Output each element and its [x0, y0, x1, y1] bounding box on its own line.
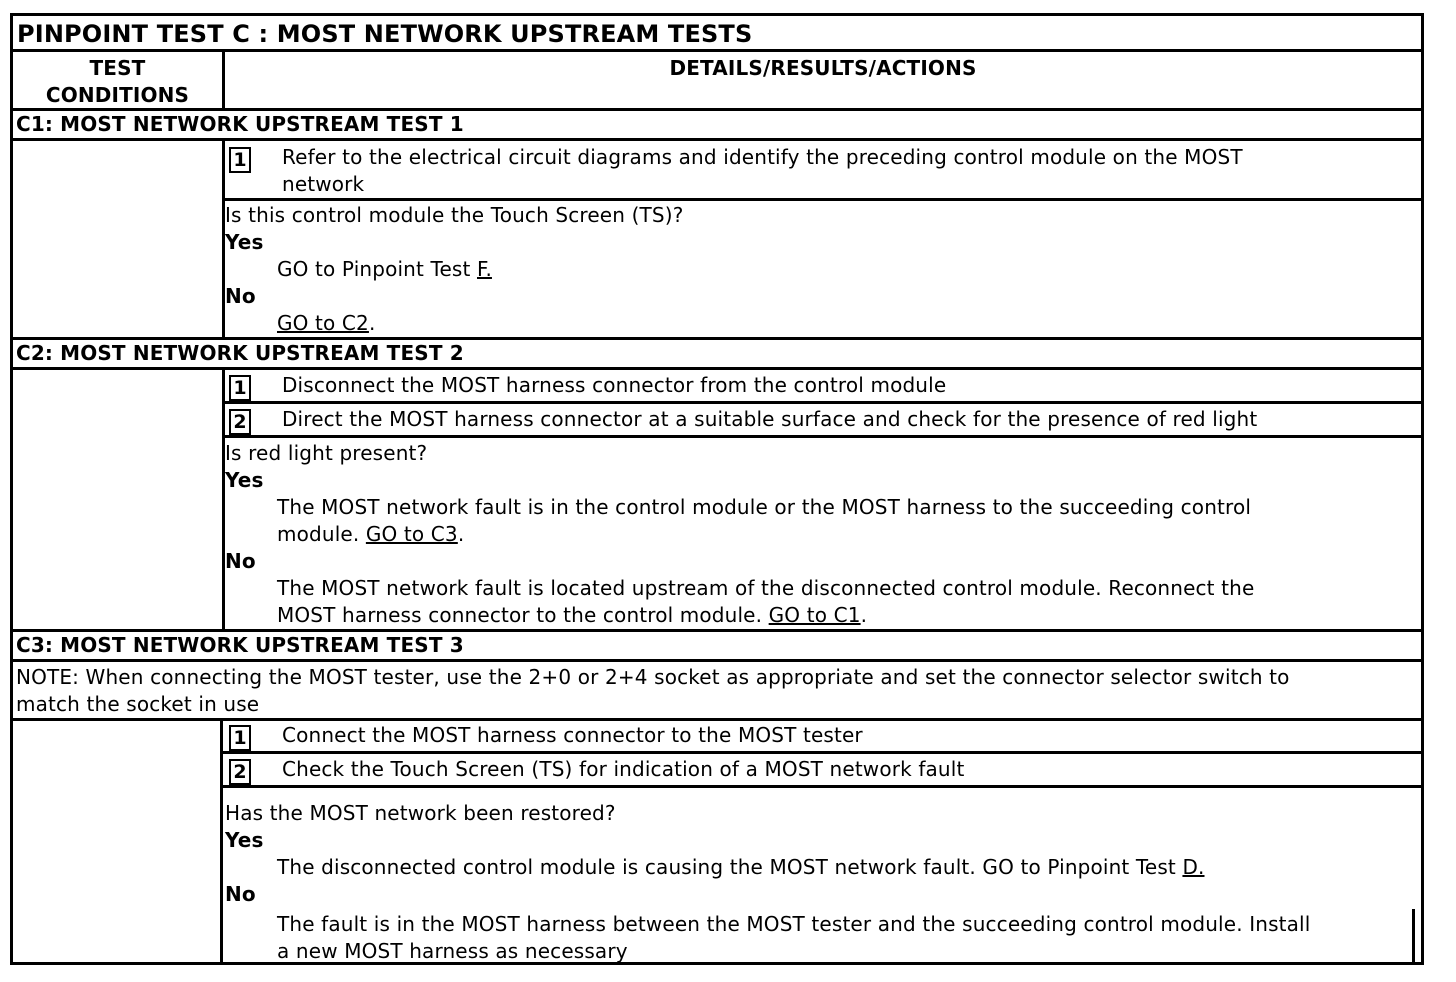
right-edge-rule [1412, 909, 1415, 962]
no-action: The fault is in the MOST harness between the MOST tester and the succeeding control module. Install [277, 912, 1311, 936]
step-number-box: 2 [229, 759, 251, 785]
header-test-conditions: TEST [89, 56, 146, 80]
link-go-to-c3[interactable]: GO to C3 [365, 522, 458, 546]
question-text: Is this control module the Touch Screen (TS)? [225, 203, 684, 227]
pinpoint-test-table [10, 13, 1424, 965]
no-label: No [225, 549, 256, 573]
yes-action: The MOST network fault is in the control module or the MOST harness to the succeeding control [277, 495, 1252, 519]
step-number-box: 2 [229, 409, 251, 435]
yes-action: The disconnected control module is causing the MOST network fault. GO to Pinpoint Test D. [277, 855, 1205, 879]
divider [222, 785, 1421, 788]
note-text: NOTE: When connecting the MOST tester, use the 2+0 or 2+4 socket as appropriate and set the connector selector switch to [16, 665, 1290, 689]
divider [222, 401, 1421, 404]
no-label: No [225, 284, 256, 308]
section-heading-c1: C1: MOST NETWORK UPSTREAM TEST 1 [16, 112, 464, 136]
header-test-conditions-2: CONDITIONS [45, 83, 190, 107]
step-text-cont: network [282, 172, 365, 196]
step-number-box: 1 [229, 375, 251, 401]
link-pinpoint-d[interactable]: D. [1182, 855, 1205, 879]
column-divider [222, 370, 225, 629]
no-action: The MOST network fault is located upstream of the disconnected control module. Reconnect the [277, 576, 1255, 600]
divider [13, 718, 1421, 721]
link-go-to-c2[interactable]: GO to C2 [277, 311, 369, 335]
yes-action: GO to Pinpoint Test F. [277, 257, 492, 281]
note-text-cont: match the socket in use [16, 692, 260, 716]
yes-action-cont: module. GO to C3. [277, 522, 465, 546]
link-pinpoint-f[interactable]: F. [477, 257, 492, 281]
column-divider [220, 721, 223, 962]
step-number-box: 1 [229, 725, 251, 751]
page-title: PINPOINT TEST C : MOST NETWORK UPSTREAM TESTS [17, 20, 753, 48]
link-go-to-c1[interactable]: GO to C1 [768, 603, 861, 627]
step-text: Check the Touch Screen (TS) for indication of a MOST network fault [282, 757, 965, 781]
no-action-cont: a new MOST harness as necessary [277, 939, 628, 963]
divider [222, 198, 1421, 201]
step-text: Refer to the electrical circuit diagrams and identify the preceding control module on the MOST [282, 145, 1243, 169]
yes-label: Yes [225, 230, 264, 254]
yes-label: Yes [225, 468, 264, 492]
no-action: GO to C2. [277, 311, 376, 335]
section-heading-c3: C3: MOST NETWORK UPSTREAM TEST 3 [16, 633, 464, 657]
divider [222, 435, 1421, 438]
question-text: Is red light present? [225, 441, 428, 465]
yes-label: Yes [225, 828, 264, 852]
step-number-box: 1 [229, 147, 251, 173]
divider [222, 751, 1421, 754]
no-action-cont: MOST harness connector to the control module. GO to C1. [277, 603, 868, 627]
step-text: Disconnect the MOST harness connector from the control module [282, 373, 947, 397]
section-heading-c2: C2: MOST NETWORK UPSTREAM TEST 2 [16, 341, 464, 365]
question-text: Has the MOST network been restored? [225, 801, 616, 825]
step-text: Direct the MOST harness connector at a suitable surface and check for the presence of red light [282, 407, 1258, 431]
no-label: No [225, 882, 256, 906]
step-text: Connect the MOST harness connector to the MOST tester [282, 723, 863, 747]
header-details: DETAILS/RESULTS/ACTIONS [669, 56, 977, 80]
divider [13, 659, 1421, 662]
